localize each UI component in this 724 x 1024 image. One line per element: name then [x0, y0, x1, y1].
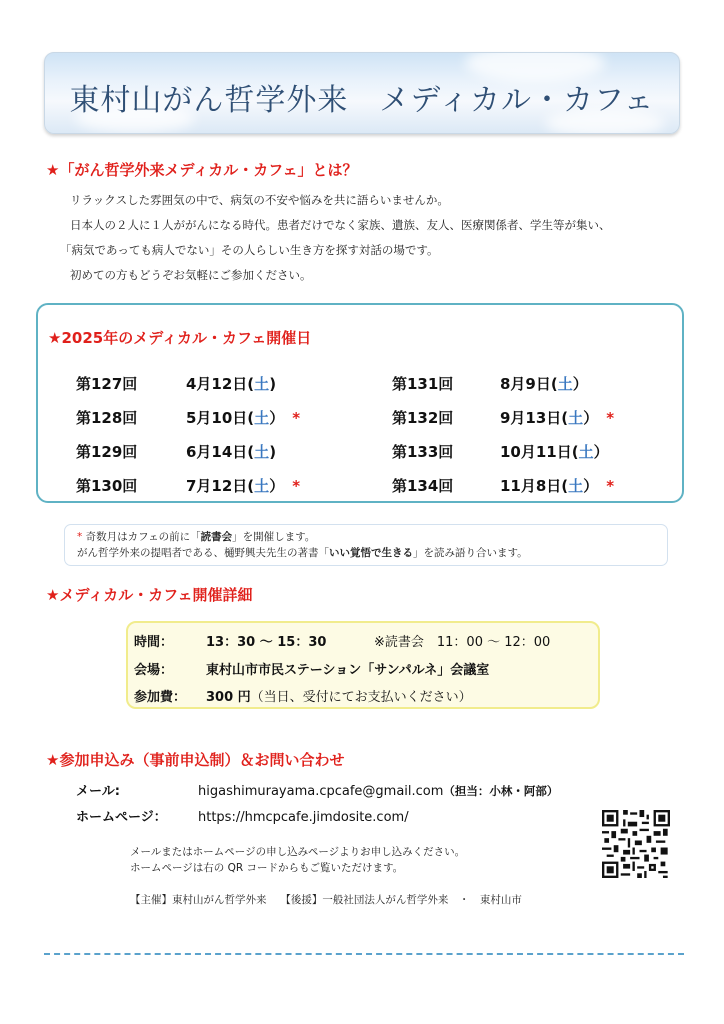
session-date: 7月12日( — [186, 477, 255, 495]
fee-note: （当日、受付にてお支払いください） — [250, 690, 472, 705]
mail-label: メール: — [76, 784, 120, 799]
fee-label: 参加費： — [134, 690, 187, 705]
note-text: 」を開催します。 — [232, 531, 316, 543]
details-box — [126, 621, 600, 709]
session-number: 第133回 — [392, 443, 454, 461]
fee-row — [134, 686, 472, 705]
note-text: 」を読み語り合います。 — [413, 547, 528, 559]
qr-code-icon[interactable] — [602, 810, 670, 878]
session-date: 6月14日( — [186, 443, 255, 461]
saturday-mark: 土 — [254, 375, 270, 393]
reading-club-note — [64, 524, 668, 566]
note-emphasis: 読書会 — [200, 531, 233, 543]
saturday-mark: 土 — [254, 443, 270, 461]
session-date: 11月8日( — [500, 477, 569, 495]
note-line — [77, 545, 667, 561]
schedule-box — [36, 303, 684, 503]
session-number: 第131回 — [392, 375, 454, 393]
venue-label: 会場： — [134, 663, 174, 678]
mail-link[interactable]: higashimurayama.cpcafe@gmail.com — [198, 784, 444, 799]
session-number: 第129回 — [76, 443, 138, 461]
web-row — [76, 806, 409, 825]
session-number: 第130回 — [76, 477, 138, 495]
session-date: 5月10日( — [186, 409, 255, 427]
date-close: ） — [572, 375, 588, 393]
saturday-mark: 土 — [254, 477, 270, 495]
schedule-row — [392, 407, 614, 428]
reading-club-star: * — [292, 477, 301, 495]
time-extra: ※読書会 11：00 ～ 12：00 — [374, 635, 551, 650]
schedule-row — [76, 475, 300, 496]
note-line — [77, 529, 667, 545]
intro-text — [60, 188, 680, 288]
date-close: ） — [269, 477, 285, 495]
details-heading: ★メディカル・カフェ開催詳細 — [46, 586, 253, 604]
date-close: ） — [583, 409, 599, 427]
time-row — [134, 631, 550, 650]
note-star: * — [77, 531, 83, 543]
saturday-mark: 土 — [578, 443, 594, 461]
schedule-row — [392, 441, 609, 462]
session-number: 第134回 — [392, 477, 454, 495]
date-close: ） — [593, 443, 609, 461]
date-close: ） — [269, 409, 285, 427]
venue-value: 東村山市市民ステーション「サンパルネ」会議室 — [206, 663, 490, 678]
date-close: ) — [269, 443, 277, 461]
intro-line: 初めての方もどうぞお気軽にご参加ください。 — [70, 268, 312, 282]
date-close: ） — [583, 477, 599, 495]
session-number: 第128回 — [76, 409, 138, 427]
saturday-mark: 土 — [568, 409, 584, 427]
schedule-row — [392, 475, 614, 496]
session-date: 9月13日( — [500, 409, 569, 427]
date-close: ) — [269, 375, 277, 393]
reading-club-star: * — [606, 477, 615, 495]
venue-row — [134, 659, 489, 678]
time-value: 13：30 ～ 15：30 — [206, 635, 327, 650]
session-number: 第132回 — [392, 409, 454, 427]
footer-divider — [44, 953, 684, 955]
saturday-mark: 土 — [254, 409, 270, 427]
session-number: 第127回 — [76, 375, 138, 393]
reading-club-star: * — [606, 409, 615, 427]
note-text: 奇数月はカフェの前に「 — [85, 531, 201, 543]
session-date: 8月9日( — [500, 375, 558, 393]
saturday-mark: 土 — [568, 477, 584, 495]
intro-line: 日本人の２人に１人ががんになる時代。患者だけでなく家族、遺族、友人、医療関係者、学生等が集い、 — [70, 218, 611, 232]
session-date: 10月11日( — [500, 443, 579, 461]
schedule-heading: ★2025年のメディカル・カフェ開催日 — [48, 329, 312, 347]
fee-value: 300 円 — [206, 690, 251, 705]
intro-line: リラックスした雰囲気の中で、病気の不安や悩みを共に語らいませんか。 — [70, 193, 449, 207]
schedule-row — [76, 441, 276, 462]
apply-info-line: メールまたはホームページの申し込みページよりお申し込みください。 — [130, 846, 466, 858]
page-title: 東村山がん哲学外来 メディカル・カフェ — [69, 83, 655, 118]
saturday-mark: 土 — [557, 375, 573, 393]
apply-info-line: ホームページは右の QR コードからもご覧いただけます。 — [130, 862, 404, 874]
about-heading: ★「がん哲学外来メディカル・カフェ」とは？ — [46, 161, 358, 179]
mail-row — [76, 780, 558, 799]
time-label: 時間： — [134, 635, 174, 650]
sponsor-line: 【主催】東村山がん哲学外来 【後援】一般社団法人がん哲学外来 ・ 東村山市 — [130, 894, 522, 906]
session-date: 4月12日( — [186, 375, 255, 393]
schedule-row — [76, 407, 300, 428]
web-link[interactable]: https://hmcpcafe.jimdosite.com/ — [198, 810, 409, 825]
intro-line: 「病気であっても病人でない」その人らしい生き方を探す対話の場です。 — [60, 243, 439, 257]
mail-note: （担当：小林・阿部） — [443, 784, 559, 798]
note-emphasis: いい覚悟で生きる — [329, 547, 413, 559]
schedule-row — [76, 373, 276, 394]
schedule-row — [392, 373, 588, 394]
apply-heading: ★参加申込み（事前申込制）＆お問い合わせ — [46, 751, 345, 769]
web-label: ホームページ： — [76, 810, 167, 825]
note-text: がん哲学外来の提唱者である、樋野興夫先生の著書「 — [77, 547, 329, 559]
title-banner — [44, 52, 680, 134]
apply-info — [130, 844, 465, 876]
reading-club-star: * — [292, 409, 301, 427]
